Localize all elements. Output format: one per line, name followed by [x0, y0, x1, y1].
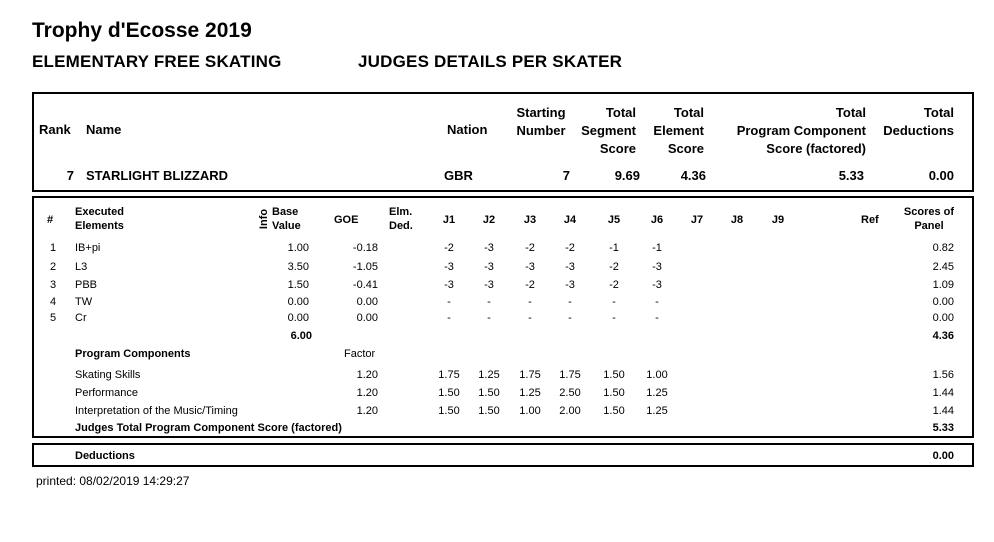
element-judge-mark: -3: [652, 261, 662, 273]
col-panel-header: Scores of Panel: [903, 206, 955, 232]
component-judge-mark: 2.50: [559, 387, 581, 399]
element-panel-score: 0.00: [932, 296, 954, 308]
element-judge-mark: -3: [652, 279, 662, 291]
col-executed-header: Executed Elements: [75, 206, 124, 232]
element-judge-mark: -3: [444, 261, 454, 273]
component-panel-score: 1.44: [932, 405, 954, 417]
component-factor: 1.20: [356, 405, 378, 417]
element-panel-score: 0.00: [932, 312, 954, 324]
component-judge-mark: 1.50: [603, 405, 625, 417]
element-panel-score: 1.09: [932, 279, 954, 291]
component-panel-score: 1.56: [932, 369, 954, 381]
component-factor: 1.20: [356, 369, 378, 381]
element-judge-mark: -: [655, 296, 659, 308]
component-judge-mark: 1.25: [646, 387, 668, 399]
program-components-heading: Program Components: [75, 348, 191, 360]
element-judge-mark: -2: [609, 279, 619, 291]
element-judge-mark: -2: [525, 242, 535, 254]
tes-value: 4.36: [680, 168, 706, 183]
col-tss-header: Total Segment Score: [581, 105, 636, 156]
element-judge-mark: -: [487, 312, 491, 324]
component-name: Interpretation of the Music/Timing: [75, 405, 238, 417]
component-name: Performance: [75, 387, 138, 399]
element-judge-mark: -: [612, 296, 616, 308]
judge-header: J6: [650, 214, 664, 226]
component-panel-score: 1.44: [932, 387, 954, 399]
judge-header: J3: [523, 214, 537, 226]
component-judge-mark: 1.25: [478, 369, 500, 381]
element-name: PBB: [75, 279, 98, 291]
element-number: 4: [49, 296, 57, 308]
element-judge-mark: -: [568, 296, 572, 308]
element-judge-mark: -: [447, 296, 451, 308]
component-judge-mark: 1.50: [478, 405, 500, 417]
element-judge-mark: -1: [609, 242, 619, 254]
element-base-value: 3.50: [287, 261, 309, 273]
component-judge-mark: 1.00: [519, 405, 541, 417]
element-goe: -0.18: [352, 242, 378, 254]
elements-score-total: 4.36: [932, 330, 954, 342]
component-factor: 1.20: [356, 387, 378, 399]
element-goe: 0.00: [356, 312, 378, 324]
element-base-value: 1.00: [287, 242, 309, 254]
pcs-total-label: Judges Total Program Component Score (factored): [75, 422, 342, 434]
judge-header: J4: [563, 214, 577, 226]
judge-header: J9: [771, 214, 785, 226]
element-judge-mark: -2: [565, 242, 575, 254]
col-num-header: #: [47, 214, 54, 226]
component-judge-mark: 1.75: [559, 369, 581, 381]
element-judge-mark: -: [487, 296, 491, 308]
component-judge-mark: 2.00: [559, 405, 581, 417]
col-base-header: Base Value: [272, 206, 301, 232]
col-rank-header: Rank: [39, 122, 71, 137]
element-judge-mark: -2: [444, 242, 454, 254]
col-name-header: Name: [86, 122, 122, 137]
pcs-total-value: 5.33: [932, 422, 954, 434]
element-judge-mark: -3: [484, 279, 494, 291]
report-title: JUDGES DETAILS PER SKATER: [358, 52, 623, 71]
segment-title: ELEMENTARY FREE SKATING: [32, 52, 282, 71]
judge-header: J1: [442, 214, 456, 226]
component-judge-mark: 1.00: [646, 369, 668, 381]
component-judge-mark: 1.50: [478, 387, 500, 399]
nation-value: GBR: [444, 168, 473, 183]
skater-name: STARLIGHT BLIZZARD: [86, 168, 229, 183]
col-info-header: Info: [258, 208, 270, 230]
element-number: 3: [49, 279, 57, 291]
factor-heading: Factor: [344, 348, 376, 360]
element-judge-mark: -3: [484, 242, 494, 254]
element-name: IB+pi: [75, 242, 101, 254]
tss-value: 9.69: [614, 168, 640, 183]
element-goe: -1.05: [352, 261, 378, 273]
deductions-label: Deductions: [75, 450, 135, 462]
element-panel-score: 0.82: [932, 242, 954, 254]
judge-header: J5: [607, 214, 621, 226]
component-judge-mark: 1.75: [438, 369, 460, 381]
component-judge-mark: 1.50: [438, 387, 460, 399]
element-judge-mark: -3: [444, 279, 454, 291]
col-nation-header: Nation: [447, 122, 488, 137]
element-name: Cr: [75, 312, 87, 324]
element-goe: 0.00: [356, 296, 378, 308]
element-number: 1: [49, 242, 57, 254]
element-judge-mark: -: [612, 312, 616, 324]
element-judge-mark: -: [655, 312, 659, 324]
printed-timestamp: printed: 08/02/2019 14:29:27: [36, 474, 190, 488]
start-number-value: 7: [562, 168, 570, 183]
element-judge-mark: -3: [525, 261, 535, 273]
element-goe: -0.41: [352, 279, 378, 291]
component-judge-mark: 1.50: [603, 369, 625, 381]
element-judge-mark: -2: [525, 279, 535, 291]
element-judge-mark: -3: [565, 279, 575, 291]
col-start-header: Starting Number: [516, 105, 566, 138]
element-judge-mark: -: [568, 312, 572, 324]
element-number: 2: [49, 261, 57, 273]
pcs-value: 5.33: [838, 168, 864, 183]
col-goe-header: GOE: [334, 214, 359, 226]
component-judge-mark: 1.50: [438, 405, 460, 417]
element-name: L3: [75, 261, 88, 273]
ded-value: 0.00: [928, 168, 954, 183]
element-judge-mark: -: [528, 312, 532, 324]
base-value-total: 6.00: [290, 330, 312, 342]
component-judge-mark: 1.25: [519, 387, 541, 399]
component-judge-mark: 1.50: [603, 387, 625, 399]
col-ref-header: Ref: [861, 214, 879, 226]
col-pcs-header: Total Program Component Score (factored): [736, 105, 866, 156]
element-judge-mark: -1: [652, 242, 662, 254]
component-judge-mark: 1.75: [519, 369, 541, 381]
rank-value: 7: [66, 168, 74, 183]
judge-header: J7: [690, 214, 704, 226]
col-ded-header: Total Deductions: [883, 105, 954, 138]
element-base-value: 0.00: [287, 296, 309, 308]
element-number: 5: [49, 312, 57, 324]
component-judge-mark: 1.25: [646, 405, 668, 417]
element-judge-mark: -3: [484, 261, 494, 273]
element-judge-mark: -2: [609, 261, 619, 273]
element-base-value: 1.50: [287, 279, 309, 291]
judge-header: J2: [482, 214, 496, 226]
element-base-value: 0.00: [287, 312, 309, 324]
element-panel-score: 2.45: [932, 261, 954, 273]
component-name: Skating Skills: [75, 369, 141, 381]
deductions-box: [32, 443, 974, 467]
col-tes-header: Total Element Score: [653, 105, 704, 156]
element-judge-mark: -: [528, 296, 532, 308]
col-elm-ded-header: Elm. Ded.: [389, 206, 413, 232]
element-judge-mark: -: [447, 312, 451, 324]
page-title: Trophy d'Ecosse 2019: [32, 19, 252, 42]
deductions-value: 0.00: [932, 450, 954, 462]
element-name: TW: [75, 296, 93, 308]
element-judge-mark: -3: [565, 261, 575, 273]
judge-header: J8: [730, 214, 744, 226]
